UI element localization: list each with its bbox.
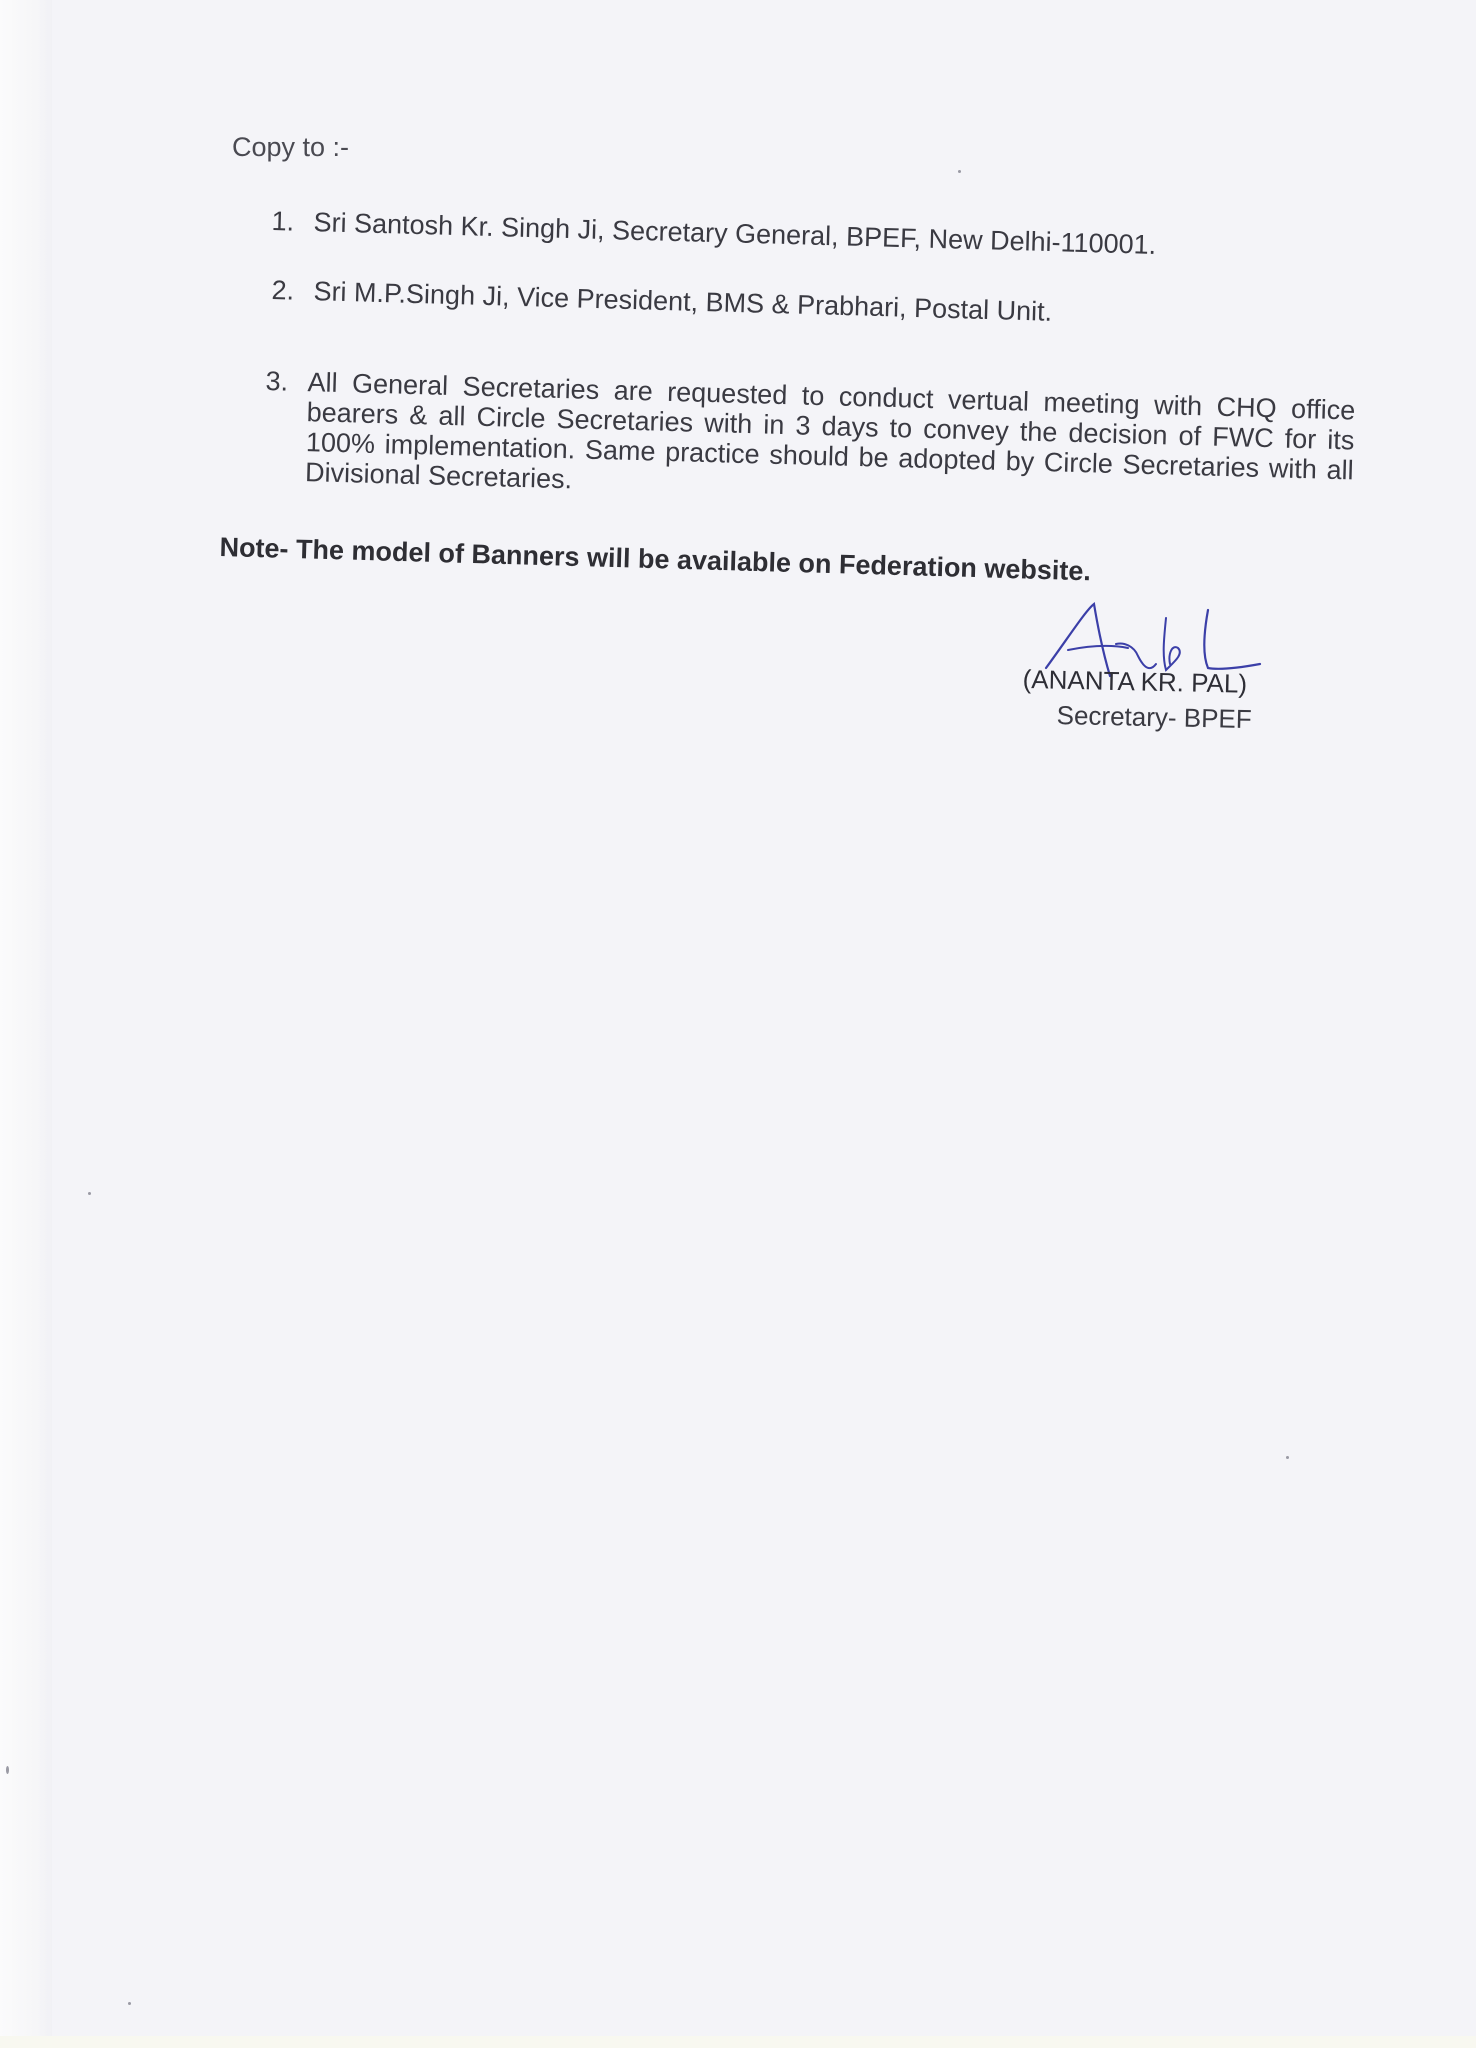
copy-list-item (271, 206, 1156, 261)
list-item-text: Sri Santosh Kr. Singh Ji, Secretary General, BPEF, New Delhi-110001. (313, 207, 1157, 260)
list-item-text: Sri M.P.Singh Ji, Vice President, BMS & Prabhari, Postal Unit. (313, 276, 1053, 327)
scan-speck (128, 2002, 131, 2005)
list-item-number: 2. (271, 275, 295, 306)
scan-speck (88, 1192, 91, 1195)
scan-speck (958, 170, 961, 173)
list-item-number: 1. (271, 206, 295, 237)
copy-list-item (263, 366, 1356, 515)
copy-list-item (271, 275, 1052, 328)
scan-speck (6, 1766, 9, 1774)
list-item-number: 3. (265, 366, 289, 397)
copy-to-heading: Copy to :- (232, 132, 350, 162)
note-text: Note- The model of Banners will be available on Federation website. (219, 532, 1092, 587)
signer-name: (ANANTA KR. PAL) (1022, 664, 1248, 699)
scan-speck (1286, 1456, 1289, 1459)
signer-title: Secretary- BPEF (1056, 700, 1253, 735)
list-item-text: All General Secretaries are requested to conduct vertual meeting with CHQ office bearers & all Circle Secretaries with in 3 days to convey the decision of FWC for its 100% implementation. Same practice should be adopted by Circle Secretaries with all Divisional Secretaries. (304, 367, 1356, 495)
